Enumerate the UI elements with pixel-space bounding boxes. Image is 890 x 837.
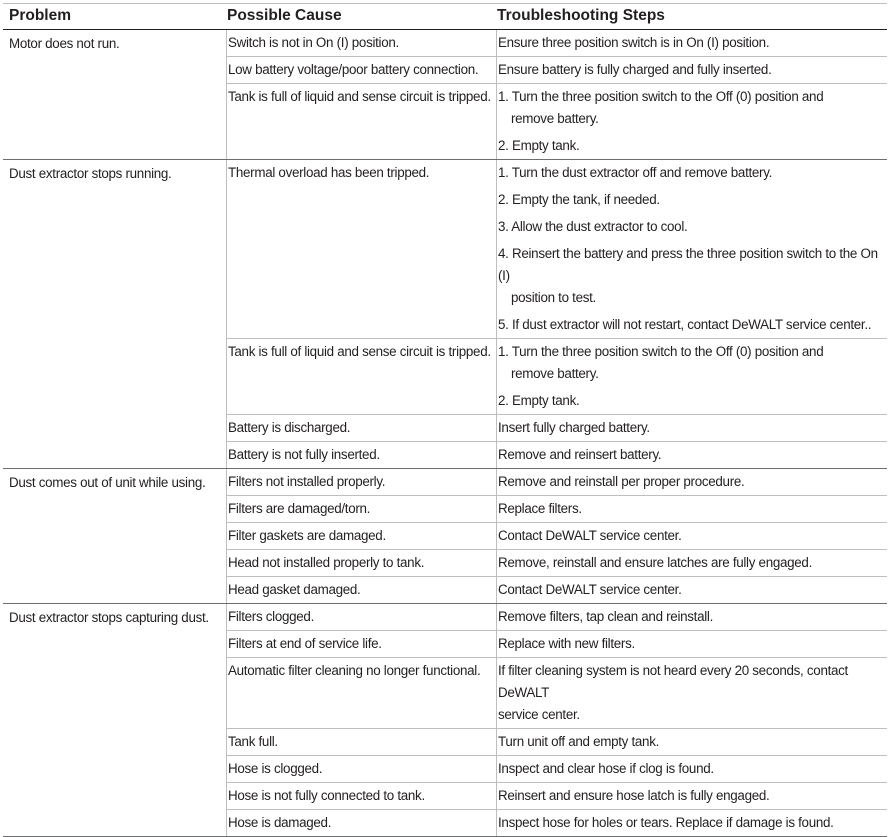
step-text: 1. Turn the three position switch to the Off (0) position and (498, 89, 824, 104)
step-text: Inspect hose for holes or tears. Replace if damage is found. (498, 815, 834, 830)
cause-rows (226, 160, 887, 468)
table-row (226, 414, 887, 441)
step-text: 2. Empty tank. (498, 393, 580, 408)
table-row (226, 495, 887, 522)
step-text: remove battery. (511, 111, 599, 126)
cause-cell: Automatic filter cleaning no longer functional. (226, 658, 496, 728)
cause-cell: Filter gaskets are damaged. (226, 523, 496, 549)
problem-group (3, 604, 887, 837)
table-row (226, 522, 887, 549)
step-text: Contact DeWALT service center. (498, 582, 682, 597)
cause-rows (226, 30, 887, 159)
table-row (226, 630, 887, 657)
table-header (3, 4, 887, 30)
steps-cell (496, 631, 887, 657)
problem-cell: Dust extractor stops capturing dust. (9, 610, 209, 625)
cause-cell: Battery is not fully inserted. (226, 442, 496, 468)
cause-cell: Head not installed properly to tank. (226, 550, 496, 576)
table-row (226, 755, 887, 782)
steps-cell (496, 57, 887, 83)
cause-cell: Hose is clogged. (226, 756, 496, 782)
troubleshooting-table (3, 3, 887, 837)
step-text: 2. Empty the tank, if needed. (498, 192, 660, 207)
steps-cell (496, 756, 887, 782)
table-row (226, 576, 887, 603)
steps-cell (496, 577, 887, 603)
cause-rows (226, 469, 887, 603)
table-body (3, 30, 887, 837)
table-row (226, 83, 887, 159)
cause-cell: Low battery voltage/poor battery connection. (226, 57, 496, 83)
step-text: position to test. (511, 290, 596, 305)
problem-cell: Dust extractor stops running. (9, 166, 172, 181)
step-text: Turn unit off and empty tank. (498, 734, 660, 749)
step-text: Remove and reinsert battery. (498, 447, 662, 462)
table-row (226, 160, 887, 338)
steps-cell (496, 729, 887, 755)
cause-cell: Hose is damaged. (226, 810, 496, 836)
step-item (498, 341, 887, 385)
step-text: If filter cleaning system is not heard every 20 seconds, contact DeWALT (498, 663, 848, 700)
step-item (498, 314, 887, 336)
table-row (226, 441, 887, 468)
step-item (498, 86, 887, 130)
cause-cell: Switch is not in On (I) position. (226, 30, 496, 56)
cause-cell: Tank full. (226, 729, 496, 755)
table-row (226, 604, 887, 630)
table-row (226, 782, 887, 809)
cause-cell: Tank is full of liquid and sense circuit is tripped. (226, 84, 496, 159)
steps-cell (496, 523, 887, 549)
cause-rows (226, 604, 887, 836)
cause-cell: Head gasket damaged. (226, 577, 496, 603)
table-row (226, 549, 887, 576)
steps-cell (496, 442, 887, 468)
table-row (226, 809, 887, 836)
steps-cell (496, 160, 887, 338)
problem-group (3, 30, 887, 160)
table-row (226, 56, 887, 83)
step-text: 2. Empty tank. (498, 138, 580, 153)
step-text: service center. (498, 707, 580, 722)
step-item (498, 162, 887, 184)
steps-cell (496, 339, 887, 414)
step-item (498, 390, 887, 412)
step-item (498, 189, 887, 211)
step-item (498, 216, 887, 238)
step-text: Ensure three position switch is in On (I) position. (498, 35, 770, 50)
cause-cell: Hose is not fully connected to tank. (226, 783, 496, 809)
problem-cell: Dust comes out of unit while using. (9, 475, 206, 490)
step-text: Replace with new filters. (498, 636, 635, 651)
cause-cell: Filters clogged. (226, 604, 496, 630)
step-text: 1. Turn the dust extractor off and remove battery. (498, 165, 773, 180)
steps-cell (496, 415, 887, 441)
table-row (226, 338, 887, 414)
steps-cell (496, 496, 887, 522)
table-row (226, 728, 887, 755)
steps-cell (496, 550, 887, 576)
step-item (498, 135, 887, 157)
step-text: Remove, reinstall and ensure latches are fully engaged. (498, 555, 812, 570)
problem-cell: Motor does not run. (9, 36, 120, 51)
step-text: Inspect and clear hose if clog is found. (498, 761, 714, 776)
cause-cell: Tank is full of liquid and sense circuit is tripped. (226, 339, 496, 414)
steps-cell (496, 30, 887, 56)
steps-cell (496, 658, 887, 728)
table-row (226, 30, 887, 56)
step-text: 1. Turn the three position switch to the Off (0) position and (498, 344, 824, 359)
steps-cell (496, 810, 887, 836)
table-row (226, 469, 887, 495)
header-problem: Problem (9, 7, 72, 24)
step-text: Remove and reinstall per proper procedure. (498, 474, 745, 489)
steps-cell (496, 84, 887, 159)
table-row (226, 657, 887, 728)
step-text: Insert fully charged battery. (498, 420, 650, 435)
step-text: remove battery. (511, 366, 599, 381)
step-text: Contact DeWALT service center. (498, 528, 682, 543)
problem-group (3, 160, 887, 469)
step-text: 4. Reinsert the battery and press the three position switch to the On (I) (498, 246, 878, 283)
step-item (498, 243, 887, 309)
steps-cell (496, 783, 887, 809)
step-text: Ensure battery is fully charged and fully inserted. (498, 62, 772, 77)
cause-cell: Filters not installed properly. (226, 469, 496, 495)
cause-cell: Battery is discharged. (226, 415, 496, 441)
problem-group (3, 469, 887, 604)
step-text: 3. Allow the dust extractor to cool. (498, 219, 688, 234)
steps-cell (496, 604, 887, 630)
header-possible-cause: Possible Cause (227, 7, 342, 24)
step-text: 5. If dust extractor will not restart, contact DeWALT service center.. (498, 317, 872, 332)
step-text: Remove filters, tap clean and reinstall. (498, 609, 714, 624)
steps-cell (496, 469, 887, 495)
header-troubleshooting-steps: Troubleshooting Steps (497, 7, 665, 24)
step-text: Reinsert and ensure hose latch is fully engaged. (498, 788, 770, 803)
cause-cell: Filters at end of service life. (226, 631, 496, 657)
step-text: Replace filters. (498, 501, 582, 516)
cause-cell: Filters are damaged/torn. (226, 496, 496, 522)
cause-cell: Thermal overload has been tripped. (226, 160, 496, 338)
